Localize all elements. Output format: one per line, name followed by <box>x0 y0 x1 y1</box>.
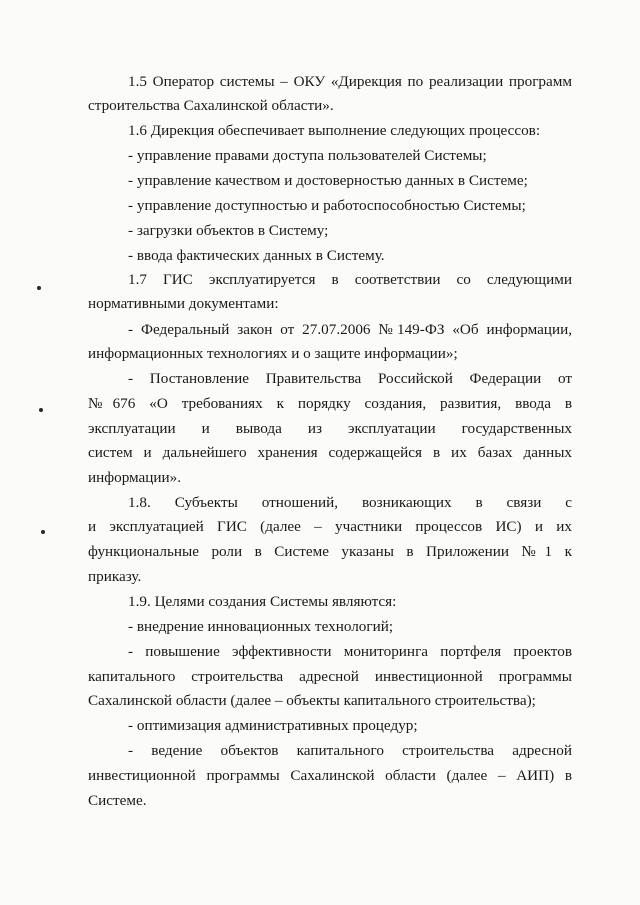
doc-line: капитального строительства адресной инвестиционной программы <box>88 668 572 685</box>
doc-line-1-7: 1.7 ГИС эксплуатируется в соответствии со следующими <box>128 271 572 288</box>
doc-line: строительства Сахалинской области». <box>88 97 334 114</box>
doc-line-1-8: 1.8. Субъекты отношений, возникающих в связи с <box>128 494 572 511</box>
doc-line-1-9: 1.9. Целями создания Системы являются: <box>128 593 397 610</box>
doc-line: систем и дальнейшего хранения содержащейся в их базах данных <box>88 444 572 461</box>
doc-line-1-5: 1.5 Оператор системы – ОКУ «Дирекция по реализации программ <box>128 73 572 90</box>
list-item: - внедрение инновационных технологий; <box>128 618 394 635</box>
doc-line: информационных технологиях и о защите информации»; <box>88 345 458 362</box>
list-item: - загрузки объектов в Систему; <box>128 222 329 239</box>
doc-line: №676 «О требованиях к порядку создания, развития, ввода в <box>88 395 572 412</box>
list-item: - Постановление Правительства Российской Федерации от <box>128 370 572 387</box>
doc-line-1-6: 1.6 Дирекция обеспечивает выполнение следующих процессов: <box>128 122 541 139</box>
doc-line: Системе. <box>88 792 147 809</box>
list-item: - Федеральный закон от 27.07.2006 №149-ФЗ «Об информации, <box>128 321 572 338</box>
doc-line: и эксплуатацией ГИС (далее – участники процессов ИС) и их <box>88 518 572 535</box>
list-item: - управление правами доступа пользователей Системы; <box>128 147 487 164</box>
doc-line: Сахалинской области (далее – объекты капитального строительства); <box>88 692 536 709</box>
list-item: - управление качеством и достоверностью данных в Системе; <box>128 172 528 189</box>
list-item: - ввода фактических данных в Систему. <box>128 247 385 264</box>
list-item: - ведение объектов капитального строительства адресной <box>128 742 572 759</box>
doc-line: приказу. <box>88 568 142 585</box>
punch-hole-mark <box>41 530 45 534</box>
doc-line: функциональные роли в Системе указаны в Приложении №1 к <box>88 543 572 560</box>
doc-line: информации». <box>88 469 182 486</box>
punch-hole-mark <box>39 408 43 412</box>
doc-line: инвестиционной программы Сахалинской области (далее – АИП) в <box>88 767 572 784</box>
punch-hole-mark <box>37 286 41 290</box>
list-item: - оптимизация административных процедур; <box>128 717 418 734</box>
doc-line: эксплуатации и вывода из эксплуатации государственных <box>88 420 572 437</box>
list-item: - повышение эффективности мониторинга портфеля проектов <box>128 643 572 660</box>
list-item: - управление доступностью и работоспособностью Системы; <box>128 197 526 214</box>
doc-line: нормативными документами: <box>88 295 279 312</box>
